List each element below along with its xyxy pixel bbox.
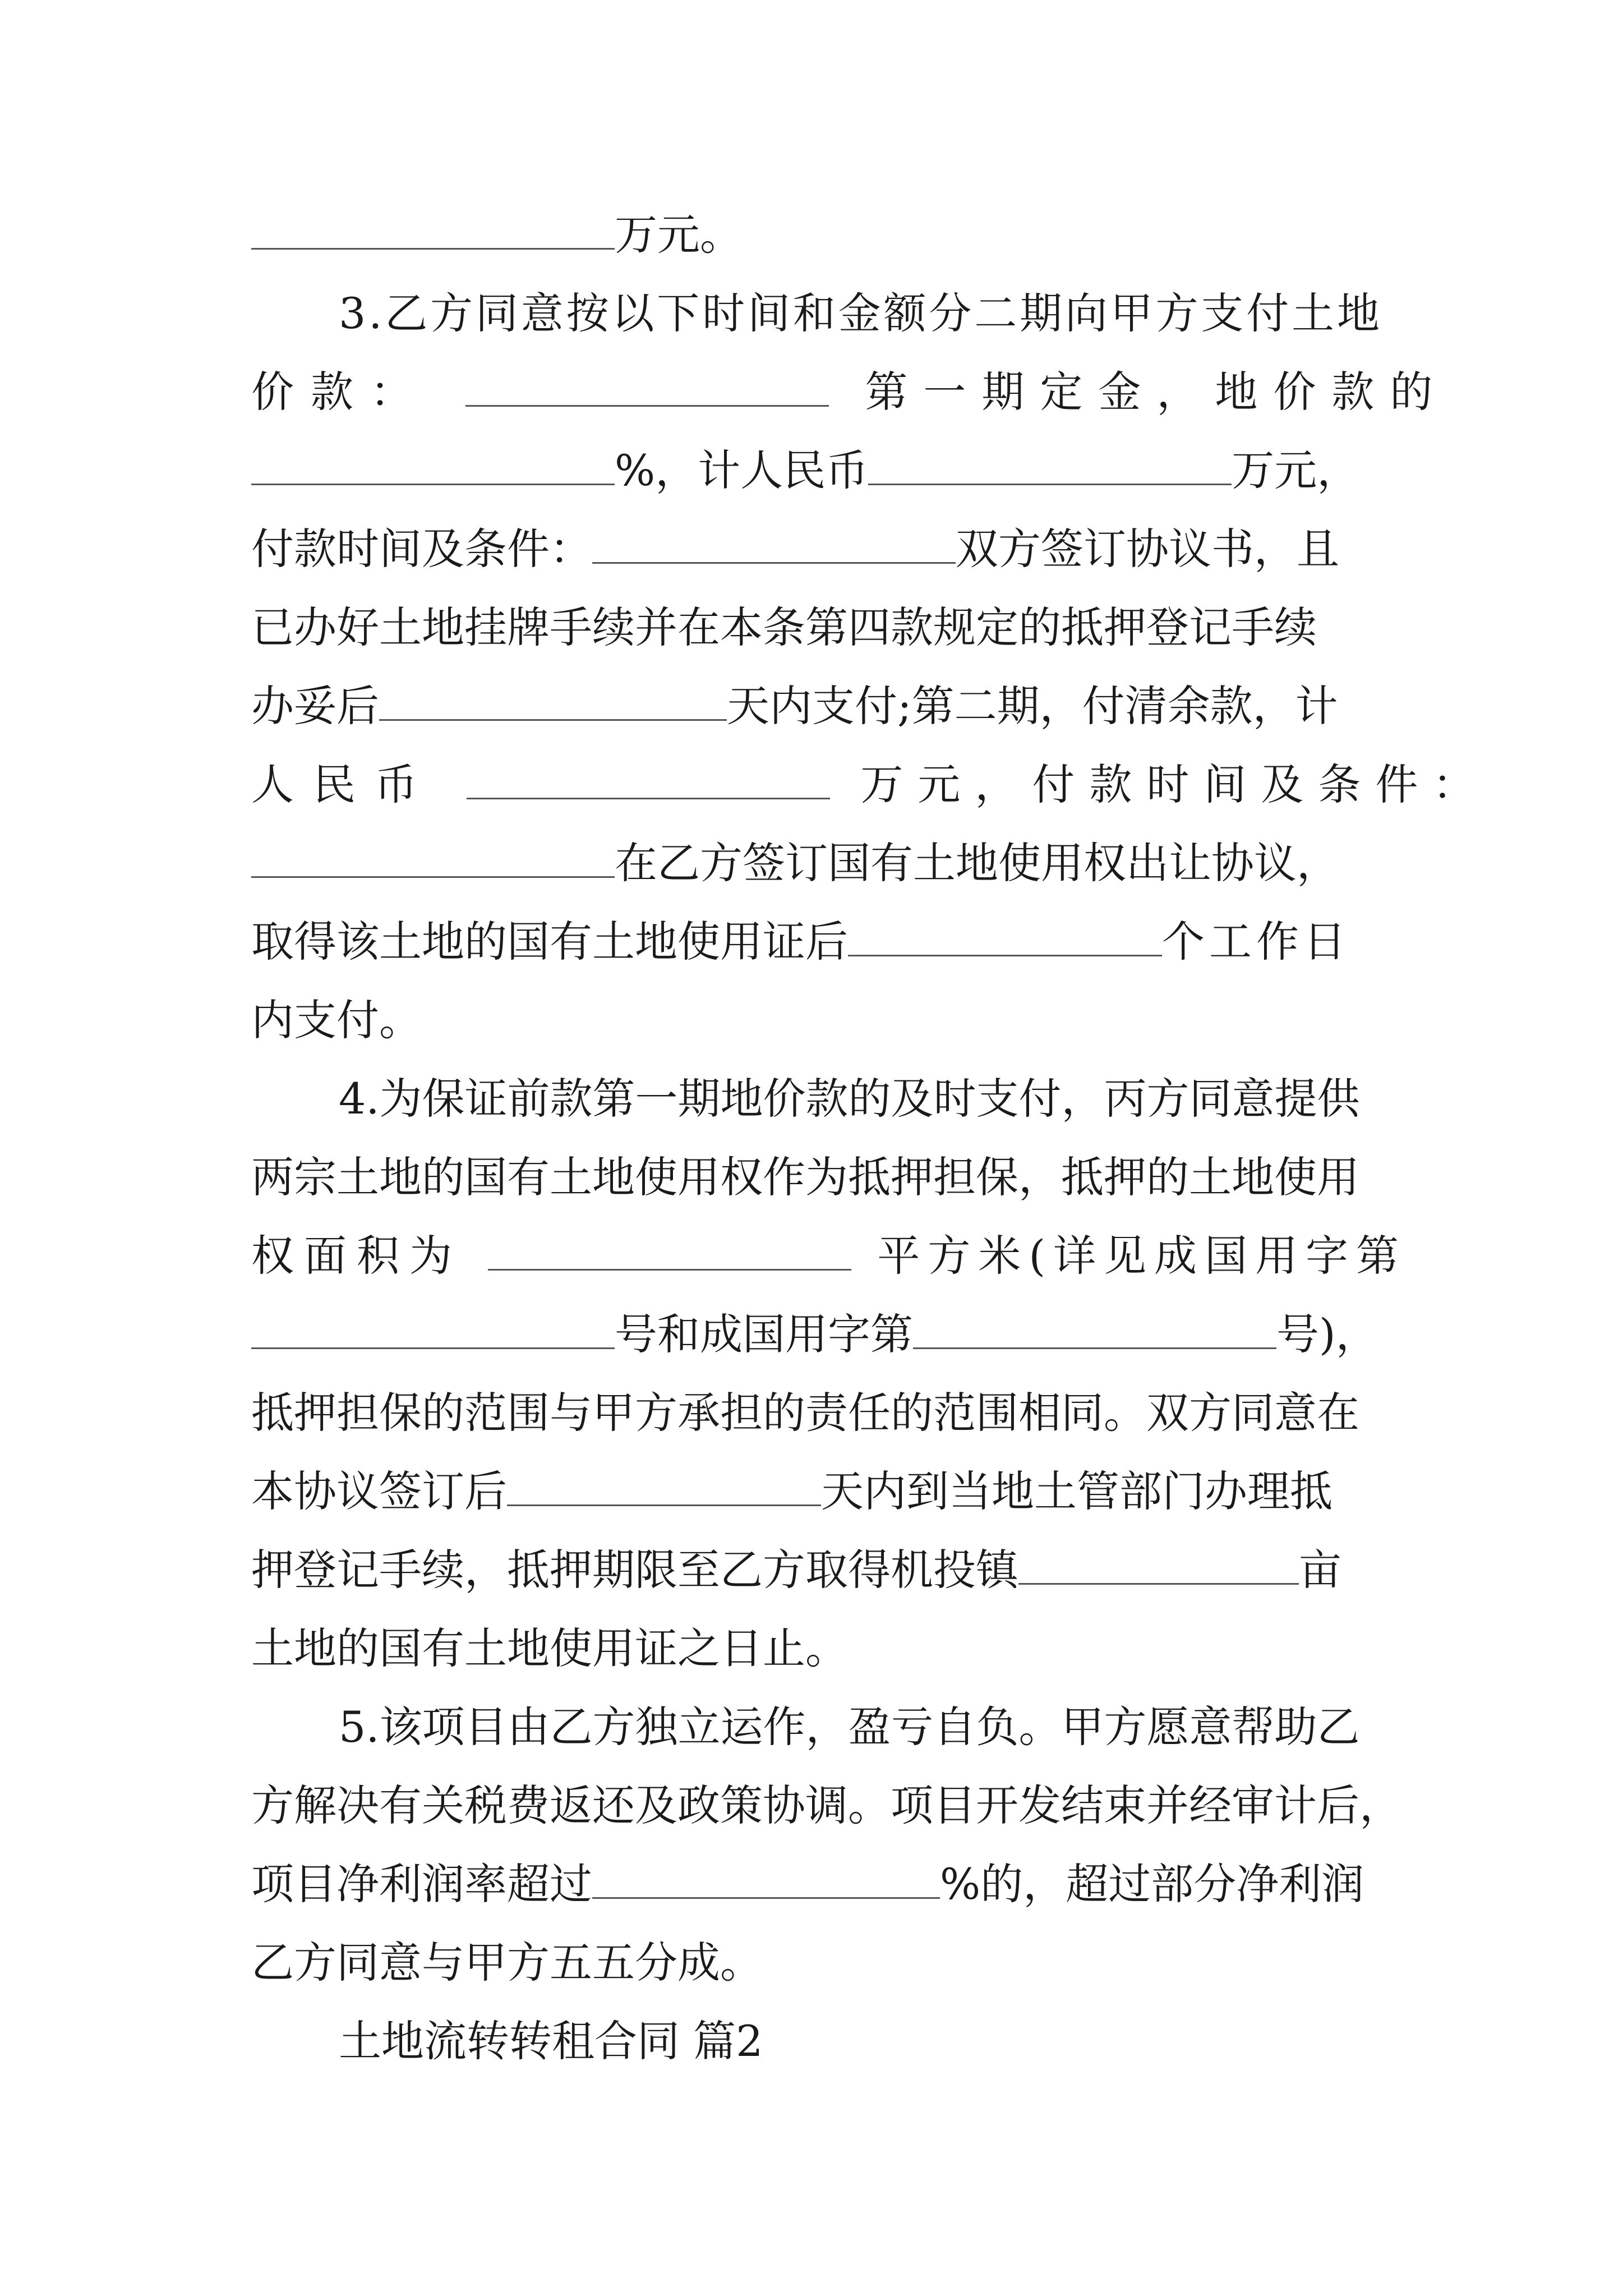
text-char: 付 <box>1246 288 1289 338</box>
text-segment: 本协议签订后 <box>251 1466 507 1516</box>
fill-blank <box>507 1469 821 1506</box>
fill-blank <box>251 448 615 485</box>
text-char: 金 <box>838 288 881 338</box>
text-char: 以 <box>611 288 654 338</box>
text-line <box>251 204 1380 266</box>
text-char: 方 <box>430 288 473 338</box>
fill-blank <box>868 448 1232 485</box>
text-segment: 押登记手续，抵押期限至乙方取得机投镇 <box>251 1545 1018 1595</box>
fill-blank <box>488 1233 851 1271</box>
text-segment: %的，超过部分净利润 <box>940 1859 1364 1909</box>
text-char: 甲 <box>1110 288 1153 338</box>
fill-blank <box>379 683 727 721</box>
text-char: 额 <box>883 288 926 338</box>
text-segment: 天内到当地土管部门办理抵 <box>821 1466 1332 1516</box>
text-char: 3 <box>339 288 366 338</box>
text-char: 二 <box>974 288 1017 338</box>
text-char: 支 <box>1201 288 1244 338</box>
text-segment: 亩 <box>1299 1545 1341 1595</box>
fill-blank <box>913 1312 1276 1349</box>
fill-blank <box>251 840 615 878</box>
text-line <box>339 1696 1380 1758</box>
text-segment: 4.为保证前款第一期地价款的及时支付，丙方同意提供 <box>339 1074 1360 1124</box>
text-segment: 取得该土地的国有土地使用证后 <box>251 917 848 967</box>
text-line <box>251 1932 1380 1994</box>
section-heading <box>339 2010 1380 2072</box>
text-line <box>251 832 1380 894</box>
fill-blank <box>592 1861 940 1899</box>
text-line <box>251 1147 1380 1208</box>
text-segment: 第一期定金，地价款的 <box>865 367 1449 417</box>
text-line <box>251 440 1380 501</box>
text-line <box>251 1539 1380 1601</box>
text-segment: %，计人民币 <box>615 445 869 495</box>
text-line <box>251 1618 1380 1680</box>
text-segment: 权面积为 <box>251 1231 462 1281</box>
text-segment: 付款时间及条件： <box>251 524 592 574</box>
text-segment: 万元， <box>1232 445 1360 495</box>
text-line <box>251 911 1380 973</box>
fill-blank <box>467 762 830 799</box>
text-char: 地 <box>1336 288 1380 338</box>
fill-blank <box>592 526 956 564</box>
text-line <box>339 1068 1380 1130</box>
fill-blank <box>251 212 615 250</box>
text-char: . <box>368 288 382 338</box>
text-line <box>251 518 1380 580</box>
fill-blank <box>1018 1547 1299 1585</box>
text-char: 期 <box>1020 288 1063 338</box>
text-segment: 方解决有关税费返还及政策协调。项目开发结束并经审计后， <box>251 1780 1402 1830</box>
text-segment: 办妥后 <box>251 681 379 731</box>
text-char: 时 <box>702 288 745 338</box>
text-char: 分 <box>929 288 972 338</box>
text-segment: 人民币 <box>251 760 436 809</box>
text-line <box>251 675 1380 737</box>
text-char: 意 <box>520 288 564 338</box>
text-line <box>251 990 1380 1051</box>
text-segment: 抵押担保的范围与甲方承担的责任的范围相同。双方同意在 <box>251 1388 1359 1438</box>
text-segment: 两宗土地的国有土地使用权作为抵押担保，抵押的土地使用 <box>251 1152 1359 1202</box>
text-segment: 双方签订协议书，且 <box>956 524 1339 574</box>
fill-blank <box>848 919 1162 956</box>
text-char: 下 <box>657 288 700 338</box>
text-char: 方 <box>1155 288 1198 338</box>
text-segment: 土地流转转租合同 篇2 <box>339 2016 763 2066</box>
text-segment: 项目净利润率超过 <box>251 1859 592 1909</box>
text-char: 向 <box>1064 288 1108 338</box>
text-segment: 天内支付;第二期，付清余款，计 <box>727 681 1338 731</box>
text-segment: 在乙方签订国有土地使用权出让协议， <box>615 838 1339 888</box>
text-line <box>251 597 1380 659</box>
fill-blank <box>465 369 829 407</box>
text-segment: 号和成国用字第 <box>615 1309 913 1359</box>
text-char: 同 <box>475 288 518 338</box>
text-char: 间 <box>747 288 790 338</box>
text-line <box>251 1461 1380 1522</box>
text-line <box>251 1853 1380 1915</box>
text-char: 乙 <box>385 288 428 338</box>
text-segment: 价款： <box>251 367 430 417</box>
text-segment: 已办好土地挂牌手续并在本条第四款规定的抵押登记手续 <box>251 602 1317 652</box>
text-line <box>339 283 1380 344</box>
fill-blank <box>251 1312 615 1349</box>
text-line <box>251 1304 1380 1365</box>
text-line <box>251 1382 1380 1444</box>
text-segment: 土地的国有土地使用证之日止。 <box>251 1623 848 1673</box>
text-segment: 内支付。 <box>251 995 422 1045</box>
text-segment: 个工作日 <box>1162 917 1350 967</box>
text-segment: 5.该项目由乙方独立运作，盈亏自负。甲方愿意帮助乙 <box>339 1702 1360 1752</box>
text-segment: 万元，付款时间及条件： <box>860 760 1490 809</box>
text-segment: 平方米(详见成国用字第 <box>877 1231 1407 1281</box>
text-line <box>251 754 1490 816</box>
text-segment: 乙方同意与甲方五五分成。 <box>251 1938 763 1987</box>
text-segment: 号)， <box>1276 1309 1378 1359</box>
text-char: 按 <box>566 288 609 338</box>
text-line <box>251 1225 1407 1287</box>
text-char: 和 <box>792 288 836 338</box>
text-segment: 万元。 <box>615 210 743 260</box>
text-line <box>251 361 1449 423</box>
text-char: 土 <box>1292 288 1335 338</box>
text-line <box>251 1775 1402 1837</box>
